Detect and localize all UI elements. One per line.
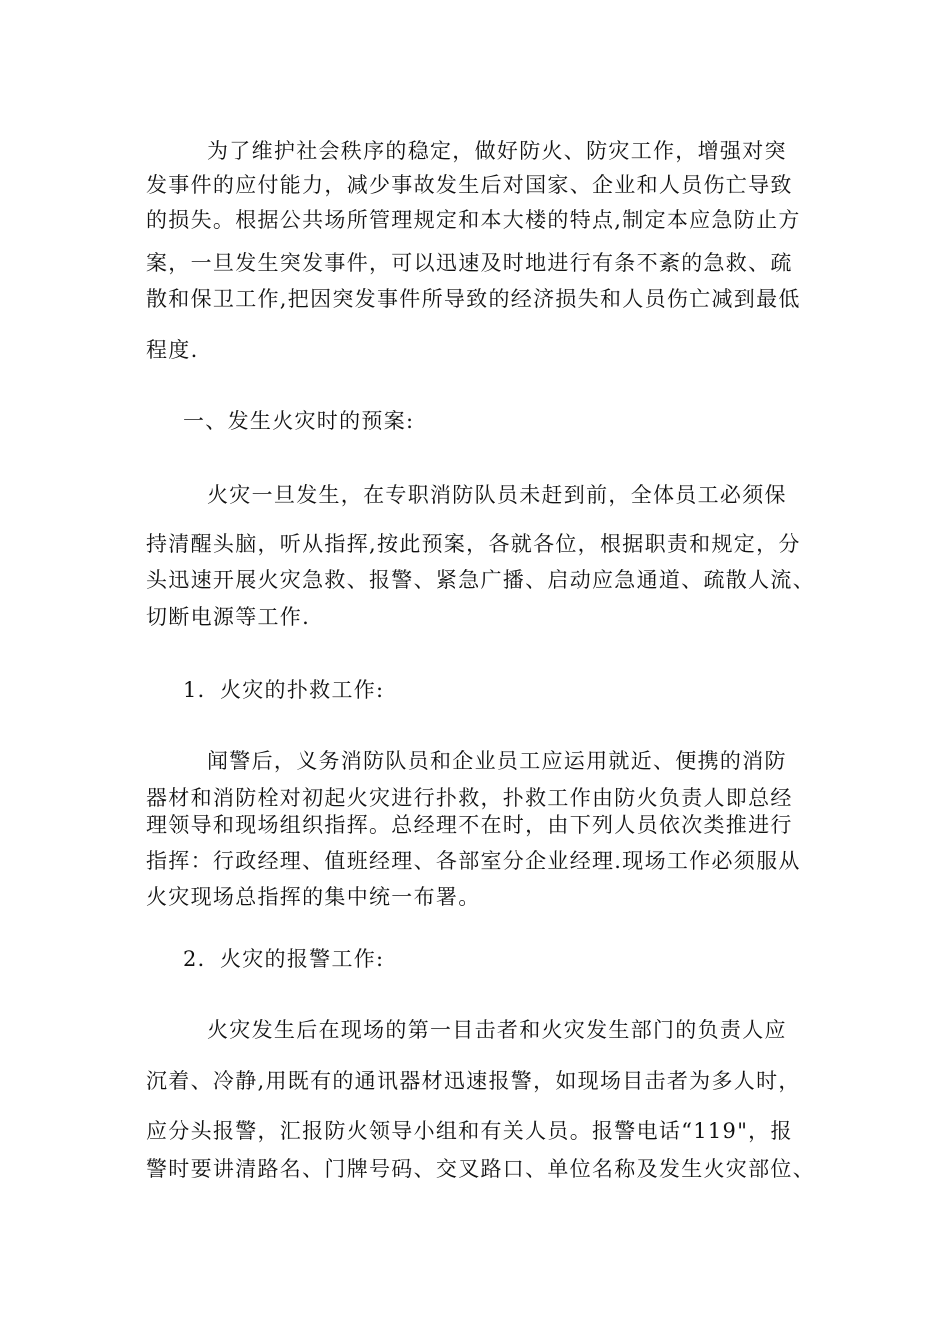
intro-line-3: 的损失。根据公共场所管理规定和本大楼的特点,制定本应急防止方 (146, 208, 801, 232)
sub2-line-4: 警时要讲清路名、门牌号码、交叉路口、单位名称及发生火灾部位、 (146, 1157, 815, 1181)
intro-line-2: 发事件的应付能力，减少事故发生后对国家、企业和人员伤亡导致 (146, 173, 793, 197)
subsection-heading-1: 1．火灾的扑救工作: (183, 678, 385, 702)
intro-line-5: 散和保卫工作,把因突发事件所导致的经济损失和人员伤亡减到最低 (146, 287, 801, 311)
section1-line-3: 头迅速开展火灾急救、报警、紧急广播、启动应急通道、疏散人流、 (146, 568, 815, 592)
sub1-line-1: 闻警后，义务消防队员和企业员工应运用就近、便携的消防 (207, 749, 787, 773)
section1-line-4: 切断电源等工作. (146, 605, 311, 629)
section-heading-1: 一、发生火灾时的预案: (183, 409, 415, 433)
sub1-line-5: 火灾现场总指挥的集中统一布署。 (146, 885, 481, 909)
sub1-line-2: 器材和消防栓对初起火灾进行扑救，扑救工作由防火负责人即总经 (146, 786, 793, 810)
intro-line-1: 为了维护社会秩序的稳定，做好防火、防灾工作，增强对突 (207, 139, 787, 163)
section1-line-1: 火灾一旦发生，在专职消防队员未赶到前，全体员工必须保 (207, 483, 787, 507)
section1-line-2: 持清醒头脑，听从指挥,按此预案，各就各位，根据职责和规定，分 (146, 532, 801, 556)
sub1-line-3: 理领导和现场组织指挥。总经理不在时，由下列人员依次类推进行 (146, 813, 793, 837)
sub2-line-1: 火灾发生后在现场的第一目击者和火灾发生部门的负责人应 (207, 1018, 787, 1042)
sub2-line-2: 沉着、冷静,用既有的通讯器材迅速报警，如现场目击者为多人时， (146, 1069, 801, 1093)
subsection-heading-2: 2．火灾的报警工作: (183, 947, 385, 971)
intro-line-6: 程度. (146, 338, 199, 362)
sub1-line-4: 指挥：行政经理、值班经理、各部室分企业经理.现场工作必须服从 (146, 849, 801, 873)
intro-line-4: 案，一旦发生突发事件，可以迅速及时地进行有条不紊的急救、疏 (146, 251, 793, 275)
sub2-line-3: 应分头报警，汇报防火领导小组和有关人员。报警电话“119"，报 (146, 1119, 793, 1143)
